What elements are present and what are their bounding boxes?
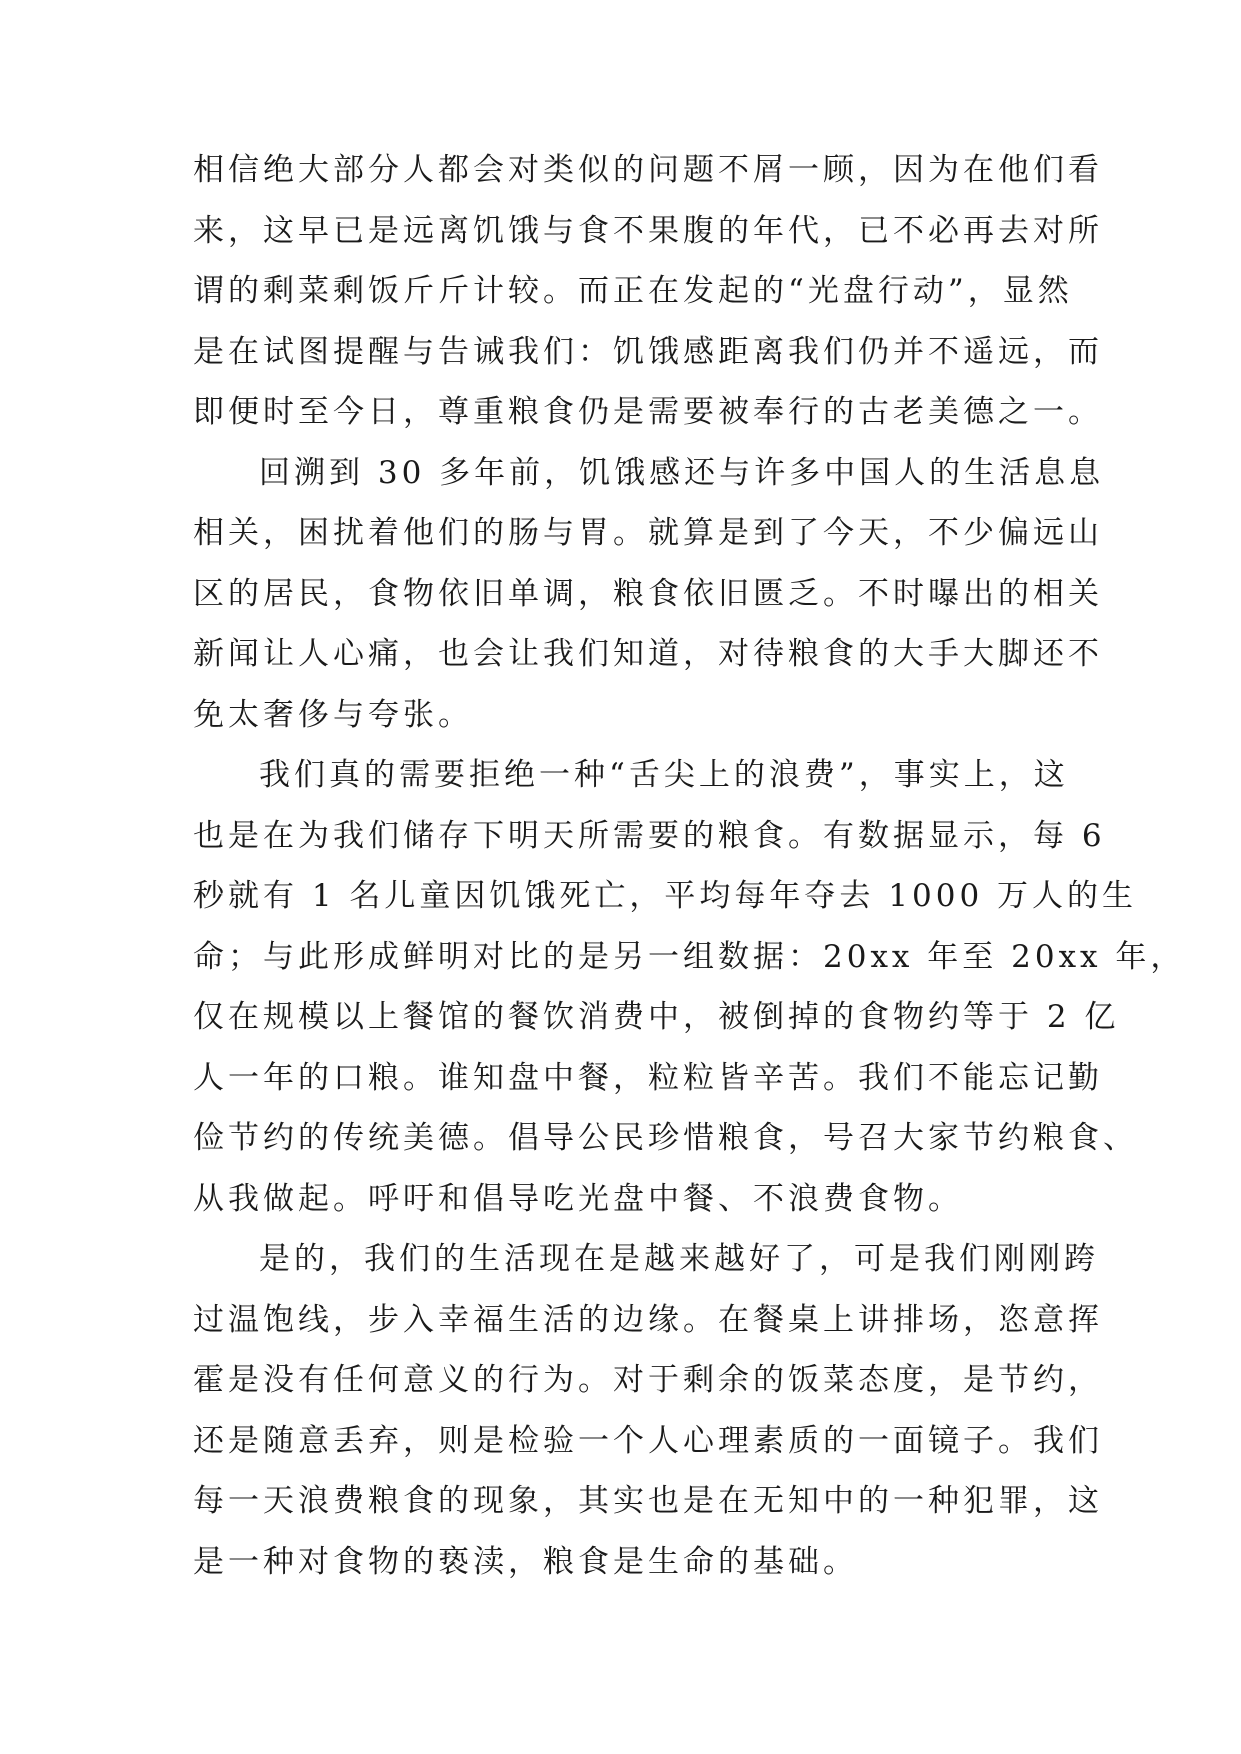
text-line: 每一天浪费粮食的现象，其实也是在无知中的一种犯罪，这 <box>193 1483 1103 1519</box>
text-line: 区的居民，食物依旧单调，粮食依旧匮乏。不时曝出的相关 <box>193 575 1103 612</box>
text-line: 过温饱线，步入幸福生活的边缘。在餐桌上讲排场，恣意挥 <box>193 1301 1103 1338</box>
text-line: 是在试图提醒与告诫我们：饥饿感距离我们仍并不遥远，而 <box>193 333 1103 370</box>
text-line: 人一年的口粮。谁知盘中餐，粒粒皆辛苦。我们不能忘记勤 <box>193 1059 1103 1096</box>
paragraph-3 <box>193 745 1186 1229</box>
text-line: 是的，我们的生活现在是越来越好了，可是我们刚刚跨 <box>259 1241 1099 1277</box>
text-line: 相信绝大部分人都会对类似的问题不屑一顾，因为在他们看 <box>193 152 1103 188</box>
text-line: 仅在规模以上餐馆的餐饮消费中，被倒掉的食物约等于 2 亿 <box>193 999 1120 1035</box>
text-line: 俭节约的传统美德。倡导公民珍惜粮食，号召大家节约粮食、 <box>193 1120 1138 1156</box>
text-line: 来，这早已是远离饥饿与食不果腹的年代，已不必再去对所 <box>193 212 1103 249</box>
text-line: 回溯到 30 多年前，饥饿感还与许多中国人的生活息息 <box>259 454 1105 491</box>
text-line: 新闻让人心痛，也会让我们知道，对待粮食的大手大脚还不 <box>193 636 1103 672</box>
text-line: 是一种对食物的亵渎，粮食是生命的基础。 <box>193 1543 858 1580</box>
text-line: 即便时至今日，尊重粮食仍是需要被奉行的古老美德之一。 <box>193 394 1103 430</box>
paragraph-2 <box>193 443 1105 746</box>
text-line: 霍是没有任何意义的行为。对于剩余的饭菜态度，是节约， <box>193 1362 1103 1398</box>
text-line: 谓的剩菜剩饭斤斤计较。而正在发起的“光盘行动”，显然 <box>193 273 1073 309</box>
text-line: 相关，困扰着他们的肠与胃。就算是到了今天，不少偏远山 <box>193 515 1103 551</box>
paragraph-1 <box>193 140 1103 443</box>
text-line: 我们真的需要拒绝一种“舌尖上的浪费”，事实上，这 <box>259 757 1069 793</box>
text-line: 命；与此形成鲜明对比的是另一组数据：20xx 年至 20xx 年， <box>193 938 1186 975</box>
article-body <box>193 140 1186 1592</box>
text-line: 秒就有 1 名儿童因饥饿死亡，平均每年夺去 1000 万人的生 <box>193 878 1138 914</box>
text-line: 免太奢侈与夸张。 <box>193 696 473 733</box>
text-line: 从我做起。呼吁和倡导吃光盘中餐、不浪费食物。 <box>193 1180 963 1217</box>
text-line: 还是随意丢弃，则是检验一个人心理素质的一面镜子。我们 <box>193 1422 1103 1459</box>
paragraph-4 <box>193 1229 1103 1592</box>
text-line: 也是在为我们储存下明天所需要的粮食。有数据显示，每 6 <box>193 817 1106 854</box>
